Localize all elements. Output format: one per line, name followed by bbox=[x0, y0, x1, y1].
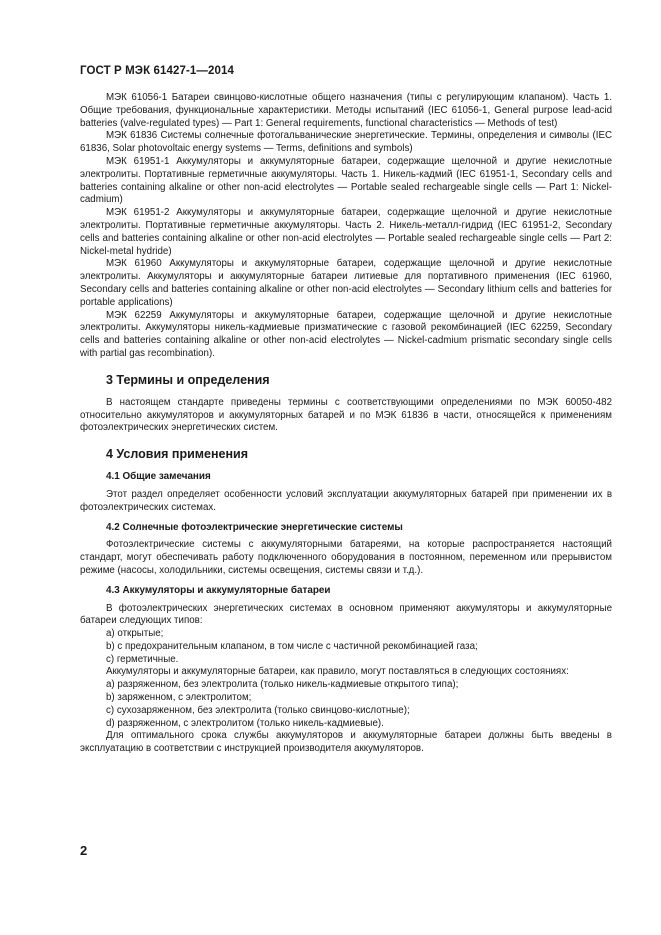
reference-iec-61056-1: МЭК 61056-1 Батареи свинцово-кислотные общего назначения (типы с регулирующим клапаном). Часть 1. Общие требования, функциональные характеристики. Методы испытаний (IEC 61056-1, General purpose lead-acid batteries (valve-regulated types) — Part 1: General requirements, functional characteristics — Methods of test) bbox=[80, 92, 612, 129]
section-4-2-heading: 4.2 Солнечные фотоэлектрические энергетические системы bbox=[106, 521, 403, 533]
list-item: b) с предохранительным клапаном, в том числе с частичной рекомбинацией газа; bbox=[106, 640, 478, 652]
reference-iec-61960: МЭК 61960 Аккумуляторы и аккумуляторные батареи, содержащие щелочной и другие некислотные электролиты. Аккумуляторы и аккумуляторные батареи литиевые для портативного применения (IEC 61960, Secondary cells and batteries containing alkaline or other non-acid electrolytes — Secondary lithium cells and batteries for portable applications) bbox=[80, 258, 612, 308]
list-item: c) герметичные. bbox=[106, 653, 179, 665]
list-item: d) разряженном, с электролитом (только никель-кадмиевые). bbox=[106, 717, 384, 729]
list-item: a) открытые; bbox=[106, 628, 164, 640]
document-header: ГОСТ Р МЭК 61427-1—2014 bbox=[80, 65, 234, 77]
section-4-heading: 4 Условия применения bbox=[106, 447, 249, 462]
section-4-2-text: Фотоэлектрические системы с аккумуляторными батареями, на которые распространяется настоящий стандарт, могут обеспечивать работу подключенного оборудования в постоянном, переменном или прерывистом режиме (насосы, холодильники, системы освещения, системы связи и т.д.). bbox=[80, 539, 612, 576]
section-3-text: В настоящем стандарте приведены термины с соответствующими определениями по МЭК 60050-482 относительно аккумуляторов и аккумуляторных батарей и по МЭК 61836 в части, относящейся к применениям фотоэлектрических энергетических систем. bbox=[80, 396, 612, 434]
page-number: 2 bbox=[80, 843, 88, 858]
section-4-3-intro: В фотоэлектрических энергетических системах в основном применяют аккумуляторы и аккумуляторные батареи следующих типов: bbox=[80, 602, 612, 627]
section-4-3-closing: Для оптимального срока службы аккумуляторов и аккумуляторные батареи должны быть введены в эксплуатацию в соответствии с инструкцией производителя аккумуляторов. bbox=[80, 730, 612, 755]
list-item: c) сухозаряженном, без электролита (только свинцово-кислотные); bbox=[106, 704, 410, 716]
reference-iec-61836: МЭК 61836 Системы солнечные фотогальванические энергетические. Термины, определения и символы (IEC 61836, Solar photovoltaic energy systems — Terms, definitions and symbols) bbox=[80, 130, 612, 155]
reference-iec-62259: МЭК 62259 Аккумуляторы и аккумуляторные батареи, содержащие щелочной и другие некислотные электролиты. Аккумуляторы никель-кадмиевые призматические с газовой рекомбинацией (IEC 62259, Secondary cells and batteries containing alkaline or other non-acid electrolytes — Nickel-cadmium prismatic secondary single cells with partial gas recombination). bbox=[80, 309, 612, 359]
list-item: b) заряженном, с электролитом; bbox=[106, 692, 252, 704]
reference-iec-61951-2: МЭК 61951-2 Аккумуляторы и аккумуляторные батареи, содержащие щелочной и другие некислотные электролиты. Портативные герметичные аккумуляторы. Часть 2. Никель-металл-гидрид (IEC 61951-2, Secondary cells and batteries containing alkaline or other non-acid electrolytes — Portable sealed rechargeable single cells — Part 2: Nickel-metal hydride) bbox=[80, 207, 612, 257]
section-4-1-text: Этот раздел определяет особенности условий эксплуатации аккумуляторных батарей при применении их в фотоэлектрических системах. bbox=[80, 488, 612, 513]
section-4-3-heading: 4.3 Аккумуляторы и аккумуляторные батареи bbox=[106, 584, 331, 596]
reference-iec-61951-1: МЭК 61951-1 Аккумуляторы и аккумуляторные батареи, содержащие щелочной и другие некислотные электролиты. Портативные герметичные аккумуляторы. Часть 1. Никель-кадмий (IEC 61951-1, Secondary cells and batteries containing alkaline or other non-acid electrolytes — Portable sealed rechargeable single cells — Part 1: Nickel-cadmium) bbox=[80, 155, 612, 206]
list-item: a) разряженном, без электролита (только никель-кадмиевые открытого типа); bbox=[106, 679, 459, 691]
page-content bbox=[80, 92, 612, 756]
section-4-1-heading: 4.1 Общие замечания bbox=[106, 471, 211, 483]
section-3-heading: 3 Термины и определения bbox=[106, 372, 270, 387]
section-4-3-supply-intro: Аккумуляторы и аккумуляторные батареи, как правило, могут поставляться в следующих состояниях: bbox=[106, 666, 569, 678]
